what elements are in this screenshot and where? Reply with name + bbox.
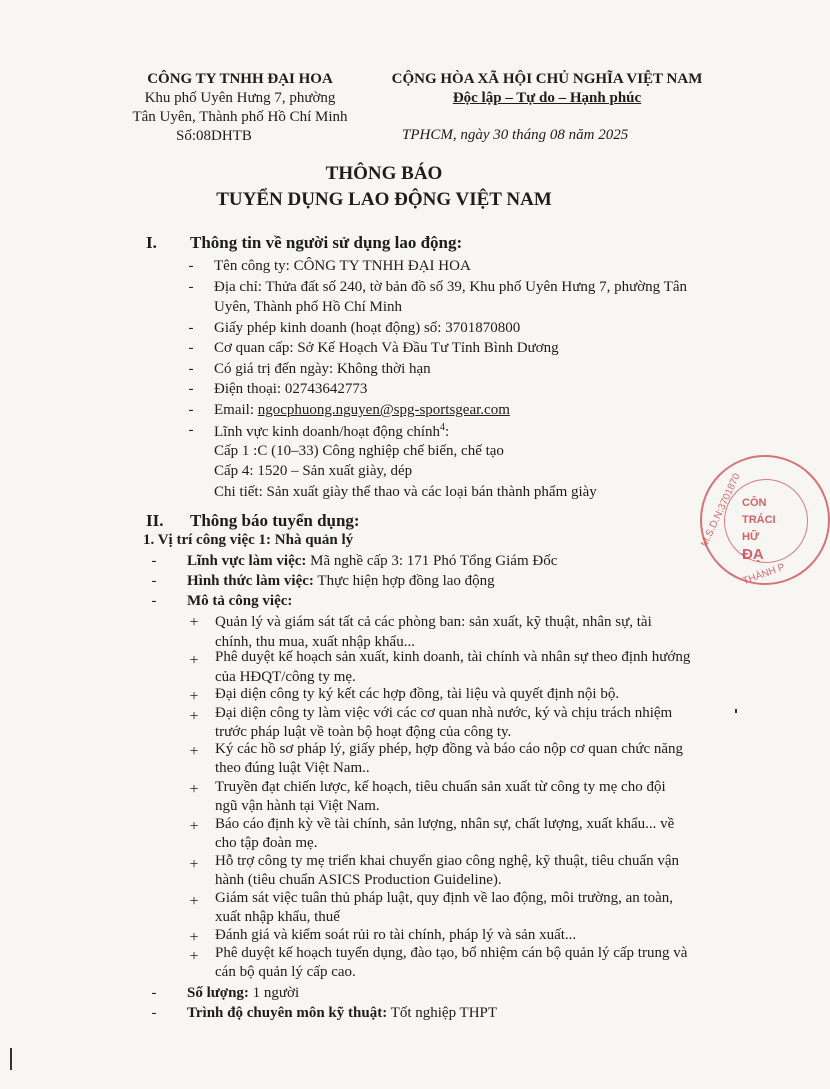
section2-number: II.	[146, 511, 164, 530]
place-date: TPHCM, ngày 30 tháng 08 năm 2025	[402, 127, 629, 143]
seal-line2: TRÁCI	[742, 514, 776, 526]
bullet-dash: -	[151, 573, 157, 589]
bullet-plus: +	[189, 856, 199, 873]
email-label: Email:	[214, 402, 258, 418]
business-field-label: Lĩnh vực kinh doanh/hoạt động chính	[214, 424, 441, 440]
quantity-value: 1 người	[248, 985, 300, 1001]
notice-title: THÔNG BÁO	[325, 163, 443, 184]
bullet-plus: +	[189, 743, 199, 760]
duty-text: Đại diện công ty ký kết các hợp đồng, tài liệu và quyết định nội bộ.	[215, 686, 620, 702]
duty-text: cán bộ quản lý cấp cao.	[215, 964, 356, 980]
address-row: Địa chỉ: Thửa đất số 240, tờ bản đồ số 39, Khu phố Uyên Hưng 7, phường Tân	[214, 279, 687, 295]
duty-text: Đại diện công ty làm việc với các cơ quan nhà nước, ký và chịu trách nhiệm	[215, 705, 673, 721]
work-field-label: Lĩnh vực làm việc:	[187, 553, 307, 569]
bullet-dash: -	[188, 361, 194, 377]
document-number: Số:08DHTB	[176, 128, 252, 144]
work-field-value: Mã nghề cấp 3: 171 Phó Tổng Giám Đốc	[306, 553, 558, 569]
footnote-ref: 4	[440, 422, 446, 433]
duty-text: Truyền đạt chiến lược, kế hoạch, tiêu chuẩn sản xuất từ công ty mẹ cho đội	[215, 779, 666, 795]
seal-line4: ĐẠ	[742, 546, 764, 563]
section1-number: I.	[146, 233, 157, 252]
bullet-dash: -	[151, 985, 157, 1001]
company-address-line2: Tân Uyên, Thành phố Hồ Chí Minh	[132, 109, 348, 125]
company-seal-stamp	[699, 455, 830, 588]
work-form-row	[187, 573, 495, 590]
education-value: Tốt nghiệp THPT	[387, 1005, 498, 1021]
bullet-plus: +	[189, 818, 199, 835]
republic-title: CỘNG HÒA XÃ HỘI CHỦ NGHĨA VIỆT NAM	[391, 71, 703, 87]
section1-heading: Thông tin về người sử dụng lao động:	[190, 233, 463, 252]
notice-subtitle: TUYỂN DỤNG LAO ĐỘNG VIỆT NAM	[216, 189, 552, 210]
address-row-cont: Uyên, Thành phố Hồ Chí Minh	[214, 299, 403, 315]
bullet-dash: -	[188, 402, 194, 418]
duty-text: chính, thu mua, xuất nhập khẩu...	[215, 634, 415, 650]
duty-text: trước pháp luật về toàn bộ hoạt động của công ty.	[215, 724, 512, 740]
duty-text: hành (tiêu chuẩn ASICS Production Guideline).	[215, 872, 502, 888]
company-name-row: Tên công ty: CÔNG TY TNHH ĐẠI HOA	[214, 258, 471, 274]
company-address-line1: Khu phố Uyên Hưng 7, phường	[144, 90, 336, 106]
duty-text: Giám sát việc tuân thủ pháp luật, quy định về lao động, môi trường, an toàn,	[215, 890, 674, 906]
scan-mark	[10, 1048, 12, 1070]
quantity-label: Số lượng:	[187, 985, 249, 1001]
education-label: Trình độ chuyên môn kỹ thuật:	[187, 1005, 388, 1021]
scan-mark	[735, 709, 737, 713]
duty-text: Báo cáo định kỳ về tài chính, sản lượng, nhân sự, chất lượng, xuất khẩu... về	[215, 816, 675, 832]
national-header	[352, 70, 742, 108]
phone-row: Điện thoại: 02743642773	[214, 381, 368, 397]
bullet-plus: +	[189, 929, 199, 946]
seal-bottom-text: THÀNH P	[741, 561, 787, 588]
license-row: Giấy phép kinh doanh (hoạt động) số: 3701870800	[214, 320, 521, 336]
bullet-plus: +	[189, 708, 199, 725]
email-row	[214, 402, 510, 419]
issuer-row: Cơ quan cấp: Sở Kế Hoạch Và Đầu Tư Tỉnh Bình Dương	[214, 340, 559, 356]
bullet-dash: -	[151, 553, 157, 569]
company-header	[110, 70, 370, 146]
bullet-plus: +	[189, 614, 199, 631]
quantity-row	[187, 985, 299, 1002]
duty-text: ngũ vận hành tại Việt Nam.	[215, 798, 380, 814]
colon: :	[445, 424, 450, 440]
duty-text: Hỗ trợ công ty mẹ triển khai chuyển giao công nghệ, kỹ thuật, tiêu chuẩn vận	[215, 853, 680, 869]
bullet-dash: -	[188, 279, 194, 295]
work-form-value: Thực hiện hợp đồng lao động	[313, 573, 495, 589]
level1-row: Cấp 1 :C (10–33) Công nghiệp chế biến, chế tạo	[214, 443, 504, 459]
bullet-plus: +	[189, 652, 199, 669]
bullet-plus: +	[189, 688, 199, 705]
seal-ring-text: M.S.D.N:3701870	[699, 471, 743, 549]
bullet-plus: +	[189, 893, 199, 910]
bullet-plus: +	[189, 781, 199, 798]
seal-line1: CÔN	[742, 497, 767, 509]
bullet-dash: -	[151, 593, 157, 609]
work-field-row	[187, 553, 557, 570]
duty-text: Đánh giá và kiểm soát rủi ro tài chính, pháp lý và sản xuất...	[215, 927, 577, 943]
national-motto: Độc lập – Tự do – Hạnh phúc	[452, 90, 642, 106]
seal-line3: HỮ	[742, 531, 760, 543]
validity-row: Có giá trị đến ngày: Không thời hạn	[214, 361, 431, 377]
duty-text: Ký các hồ sơ pháp lý, giấy phép, hợp đồng và báo cáo nộp cơ quan chức năng	[215, 741, 684, 757]
position-heading: 1. Vị trí công việc 1: Nhà quản lý	[143, 532, 354, 548]
email-link[interactable]: ngocphuong.nguyen@spg-sportsgear.com	[257, 402, 510, 418]
company-name: CÔNG TY TNHH ĐẠI HOA	[147, 71, 333, 87]
duty-text: theo đúng luật Việt Nam..	[215, 760, 370, 776]
detail-row: Chi tiết: Sản xuất giày thể thao và các loại bán thành phẩm giày	[214, 484, 597, 500]
duty-text: của HĐQT/công ty mẹ.	[215, 669, 356, 685]
level4-row: Cấp 4: 1520 – Sản xuất giày, dép	[214, 463, 413, 479]
bullet-dash: -	[188, 258, 194, 274]
business-field-row	[214, 422, 449, 441]
duty-text: Quản lý và giám sát tất cả các phòng ban: sản xuất, kỹ thuật, nhân sự, tài	[215, 614, 652, 630]
bullet-dash: -	[188, 422, 194, 438]
section2-heading: Thông báo tuyển dụng:	[190, 511, 360, 530]
duty-text: xuất nhập khẩu, thuế	[215, 909, 340, 925]
duty-text: Phê duyệt kế hoạch tuyển dụng, đào tạo, bổ nhiệm cán bộ quản lý cấp trung và	[215, 945, 688, 961]
job-description-label: Mô tả công việc:	[187, 593, 293, 609]
bullet-plus: +	[189, 948, 199, 965]
bullet-dash: -	[188, 340, 194, 356]
seal-center-text	[742, 495, 776, 563]
duty-text: cho tập đoàn mẹ.	[215, 835, 318, 851]
bullet-dash: -	[188, 320, 194, 336]
duty-text: Phê duyệt kế hoạch sản xuất, kinh doanh, tài chính và nhân sự theo định hướng	[215, 649, 691, 665]
bullet-dash: -	[188, 381, 194, 397]
bullet-dash: -	[151, 1005, 157, 1021]
education-row	[187, 1005, 497, 1022]
work-form-label: Hình thức làm việc:	[187, 573, 314, 589]
